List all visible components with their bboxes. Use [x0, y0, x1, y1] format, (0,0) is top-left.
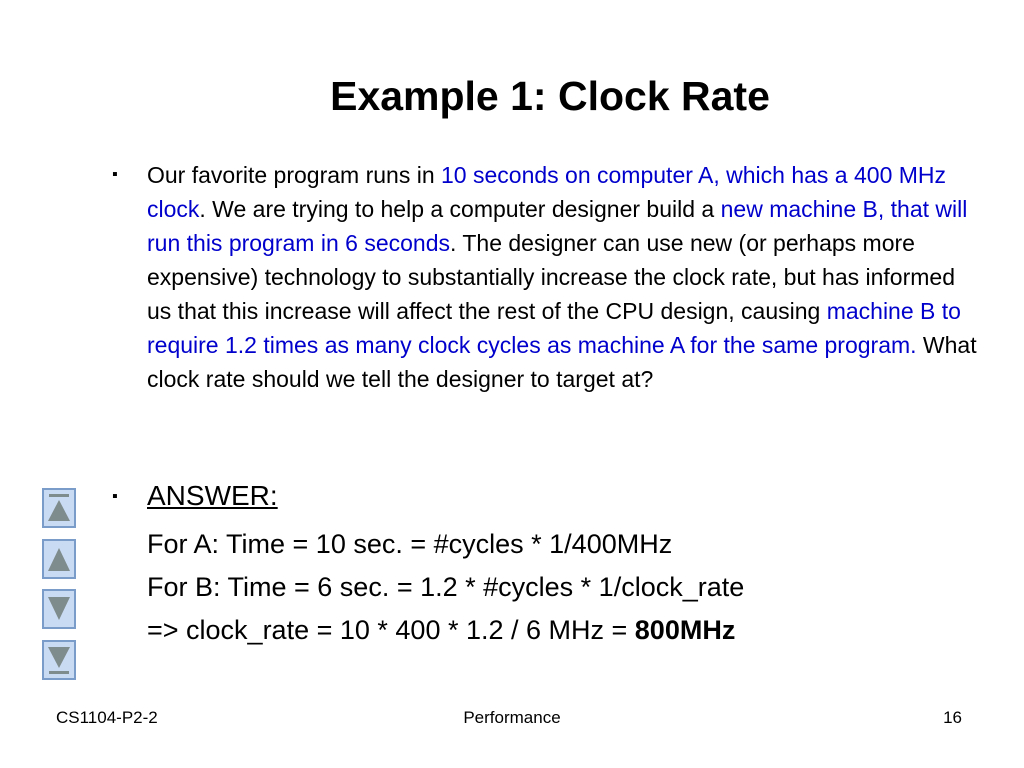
next-slide-icon: [44, 591, 74, 627]
answer-formula: => clock_rate = 10 * 400 * 1.2 / 6 MHz =: [147, 615, 635, 645]
highlight-text: new machine B, that will run this program in 6 seconds: [147, 196, 968, 256]
previous-slide-button[interactable]: [42, 539, 76, 579]
problem-text: What clock rate should we tell the designer to target at?: [147, 332, 977, 392]
problem-text: Our favorite program runs in: [147, 162, 442, 188]
slide-number: 16: [943, 708, 962, 727]
highlight-text: 10 seconds on computer A, which has a 400 MHz clock: [147, 162, 947, 222]
answer-line-c: [147, 612, 735, 648]
problem-paragraph: [147, 158, 977, 396]
problem-text: . We are trying to help a computer designer build a: [199, 196, 721, 222]
answer-line-b: For B: Time = 6 sec. = 1.2 * #cycles * 1/clock_rate: [147, 572, 745, 602]
next-slide-button[interactable]: [42, 589, 76, 629]
last-slide-button[interactable]: [42, 640, 76, 680]
last-slide-icon: [44, 642, 74, 678]
footer-course-code: CS1104-P2-2: [56, 708, 158, 727]
answer-heading: ANSWER:: [147, 480, 278, 511]
answer-line-a: For A: Time = 10 sec. = #cycles * 1/400MHz: [147, 529, 673, 559]
problem-text: . The designer can use new (or perhaps more expensive) technology to substantially increase the clock rate, but has informed us that this increase will affect the rest of the CPU design, causing: [147, 230, 955, 324]
answer-result: 800MHz: [634, 615, 736, 645]
slide-title: Example 1: Clock Rate: [330, 73, 770, 119]
bullet-marker: ▪: [112, 166, 118, 183]
first-slide-icon: [44, 490, 74, 526]
bullet-marker: ▪: [112, 488, 118, 505]
highlight-text: machine B to require 1.2 times as many clock cycles as machine A for the same program.: [147, 298, 961, 358]
first-slide-button[interactable]: [42, 488, 76, 528]
footer-topic: Performance: [463, 708, 561, 727]
previous-slide-icon: [44, 541, 74, 577]
